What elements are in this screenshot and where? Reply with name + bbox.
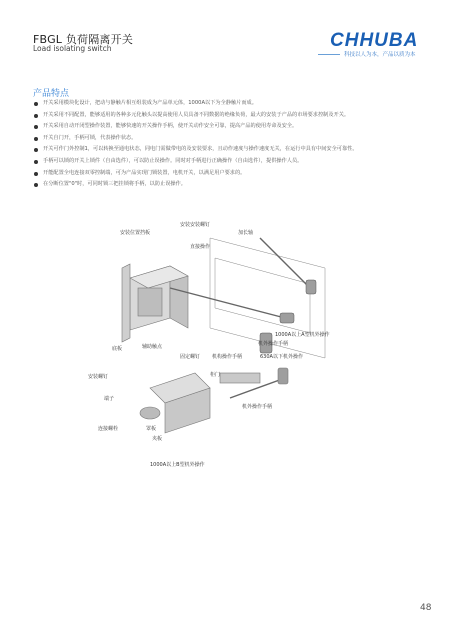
label-ext-handle: 机外操作手柄 xyxy=(258,341,289,347)
label-direct-handle: 直接操作 xyxy=(190,244,211,250)
label-small-handle: 630A以下机外操作 xyxy=(260,354,303,360)
brand-slogan: 科技以人为本，产品以质为本 xyxy=(344,52,416,58)
section-title: 产品特点 xyxy=(33,89,70,99)
feature-item xyxy=(33,121,443,133)
bullet-icon xyxy=(34,172,38,176)
feature-item xyxy=(33,144,443,156)
bullet-icon xyxy=(34,160,38,164)
feature-text: 开能配置全电连接双零控制端，可为产品实现门锁装置，电机开关，以满足用户要求的。 xyxy=(43,169,246,176)
label-clip: 夹板 xyxy=(152,436,163,442)
label-bottom: 1000A以上B型机外操作 xyxy=(150,462,205,468)
page-number: 48 xyxy=(420,603,432,613)
feature-text: 开关采用不同配置，能够适用的各种多元化触头以提高使用人员具备不同数据的绝缘负荷，最大的安装于产品的市场要求控制及开关。 xyxy=(43,111,350,118)
feature-text: 开关可作门外控制1，可以转换至通电状态，同电门需做带电的及安装要求，且动作速度与操作速度无关，在运行中具有中间安全可靠性。 xyxy=(43,146,358,153)
label-door: 柜门 xyxy=(210,372,221,378)
page-title: FBGL 负荷隔离开关 xyxy=(33,33,134,46)
label-shield: 安装位置挡板 xyxy=(120,230,151,236)
feature-text: 手柄可以锁的开关上锁件（自由选件），可以防止误操作。同时对手柄进行正确操作（自由选件），提供操作人员。 xyxy=(43,157,303,164)
bullet-icon xyxy=(34,125,38,129)
label-mount-nut: 安装螺钉 xyxy=(88,374,109,380)
switch-body-illustration xyxy=(122,264,188,342)
page-subtitle: Load isolating switch xyxy=(33,44,112,53)
feature-text: 开关自门开，手柄可锁，代表操作状态。 xyxy=(43,134,137,141)
feature-text: 开关采用自动开闭型操作装置，能够快速的开关操作手柄，使开关动作安全可靠，提高产品的使用寿命及安全。 xyxy=(43,123,298,130)
feature-item xyxy=(33,110,443,122)
label-mech-handle: 机构操作手柄 xyxy=(212,354,243,360)
feature-text: 在分断位置"0"时，可同时锁三把挂锁将手柄，以防止误操作。 xyxy=(43,181,186,188)
feature-item xyxy=(33,133,443,145)
bullet-icon xyxy=(34,114,38,118)
feature-text: 开关采用模块化设计，把动与静触片相互组装成为产品单元体，1000A以下为全静触片而成。 xyxy=(43,100,257,106)
slogan-divider xyxy=(318,54,340,55)
feature-item xyxy=(33,98,443,110)
label-mount-screw: 安装安装螺钉 xyxy=(180,222,211,228)
label-fix-screw: 固定螺钉 xyxy=(180,354,201,360)
label-base: 底板 xyxy=(112,346,123,352)
feature-item xyxy=(33,156,443,168)
bullet-icon xyxy=(34,183,38,187)
label-guard: 罩板 xyxy=(146,426,157,432)
label-terminal: 端子 xyxy=(104,396,115,402)
brand-logo: CHHUBA xyxy=(330,30,419,51)
label-rear-handle: 机外操作手柄 xyxy=(242,404,273,410)
label-contacts: 辅助触点 xyxy=(142,344,163,350)
feature-list xyxy=(33,98,443,191)
bullet-icon xyxy=(34,137,38,141)
label-big-handle: 1000A以上A型机外操作 xyxy=(275,332,330,338)
bullet-icon xyxy=(34,148,38,152)
feature-item xyxy=(33,168,443,180)
label-base-bolt: 连接螺栓 xyxy=(98,426,119,432)
label-extension: 加长轴 xyxy=(238,230,254,236)
bullet-icon xyxy=(34,102,38,106)
feature-item xyxy=(33,179,443,191)
exploded-assembly-diagram xyxy=(88,218,350,508)
